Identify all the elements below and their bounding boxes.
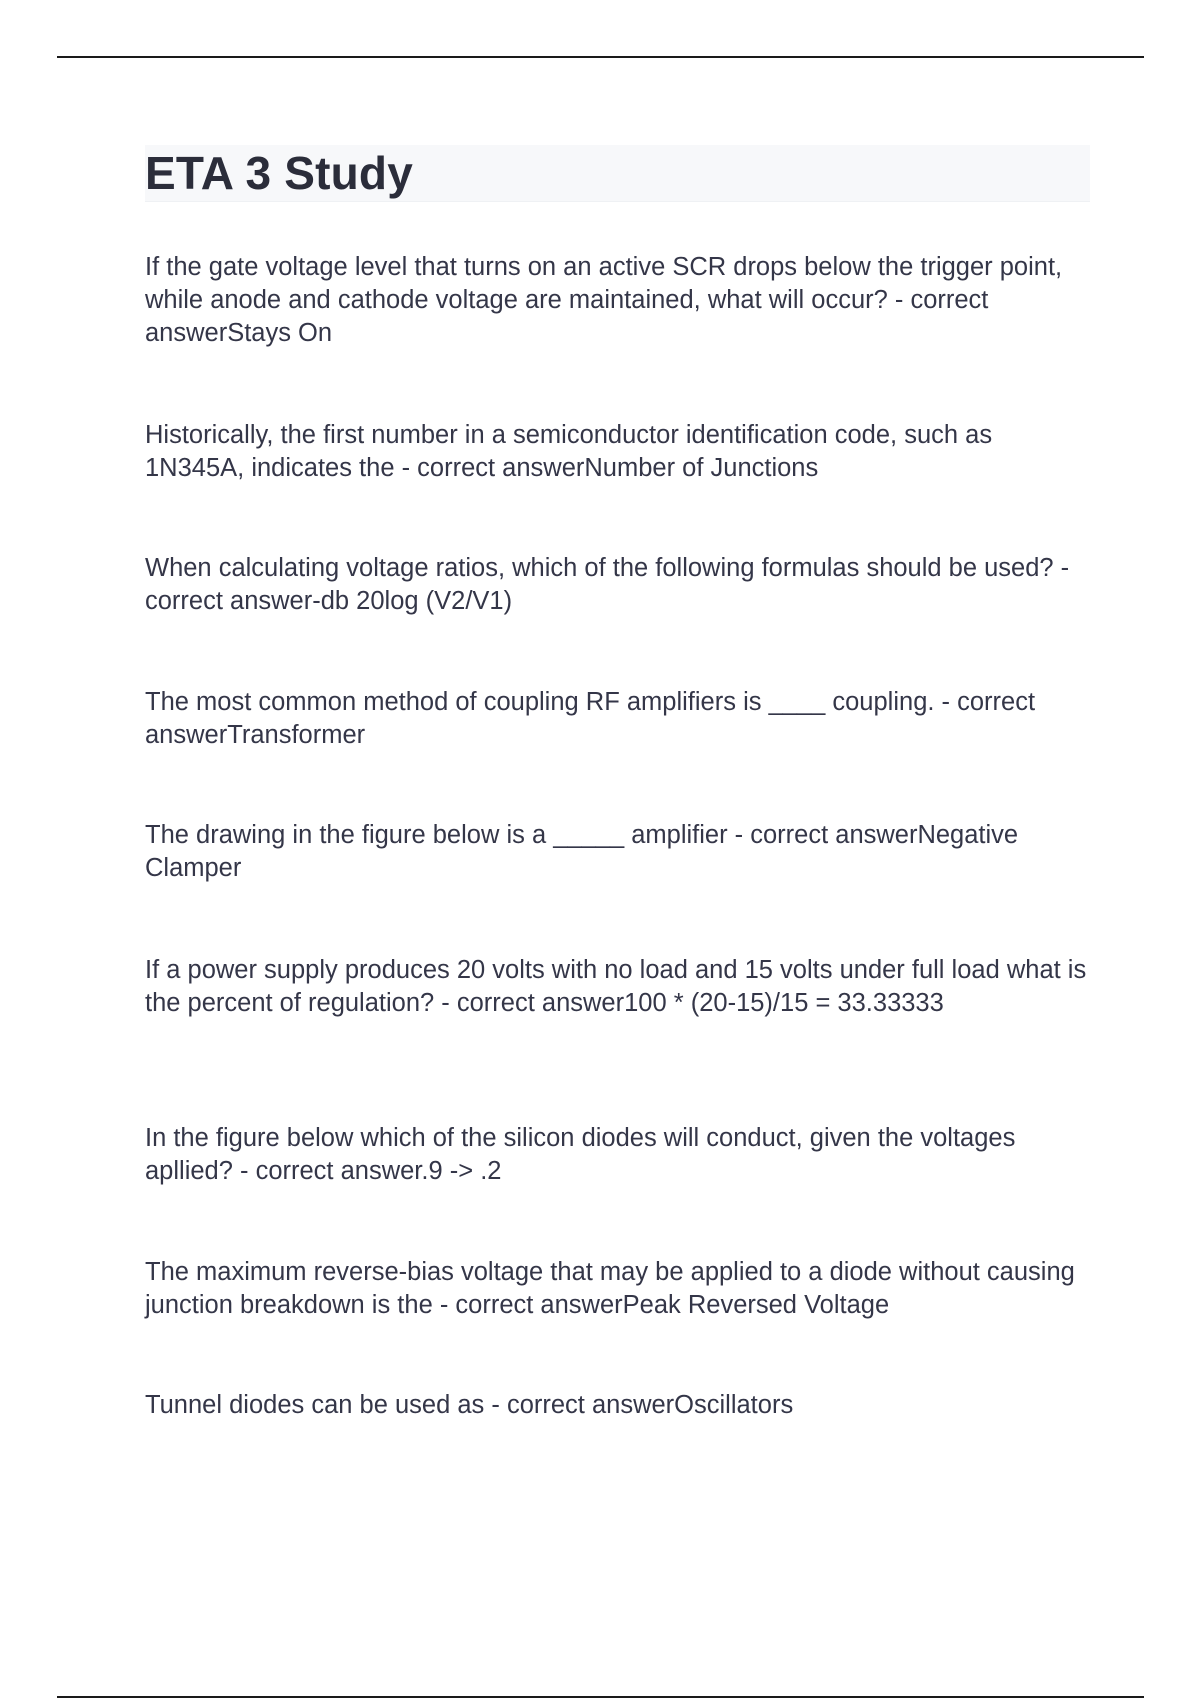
qa-item-9: Tunnel diodes can be used as - correct answerOscillators xyxy=(145,1391,794,1419)
top-rule xyxy=(57,56,1144,58)
qa-item-5: The drawing in the figure below is a _____ amplifier - correct answerNegative Clamper xyxy=(145,821,1019,882)
bottom-rule xyxy=(57,1696,1144,1698)
qa-item-3: When calculating voltage ratios, which of the following formulas should be used? - correct answer-db 20log (V2/V1) xyxy=(145,554,1070,615)
title-band xyxy=(145,145,1090,202)
page-title: ETA 3 Study xyxy=(145,147,414,199)
qa-item-7: In the figure below which of the silicon diodes will conduct, given the voltages apllied? - correct answer.9 -> .2 xyxy=(145,1124,1016,1185)
qa-item-6: If a power supply produces 20 volts with no load and 15 volts under full load what is the percent of regulation? - correct answer100 * (20-15)/15 = 33.33333 xyxy=(145,956,1087,1017)
qa-item-2: Historically, the first number in a semiconductor identification code, such as 1N345A, indicates the - correct answerNumber of Junctions xyxy=(145,421,993,482)
qa-item-4: The most common method of coupling RF amplifiers is ____ coupling. - correct answerTransformer xyxy=(145,688,1036,749)
qa-item-1: If the gate voltage level that turns on an active SCR drops below the trigger point, while anode and cathode voltage are maintained, what will occur? - correct answerStays On xyxy=(145,253,1063,347)
qa-item-8: The maximum reverse-bias voltage that may be applied to a diode without causing junction breakdown is the - correct answerPeak Reversed Voltage xyxy=(145,1258,1075,1319)
